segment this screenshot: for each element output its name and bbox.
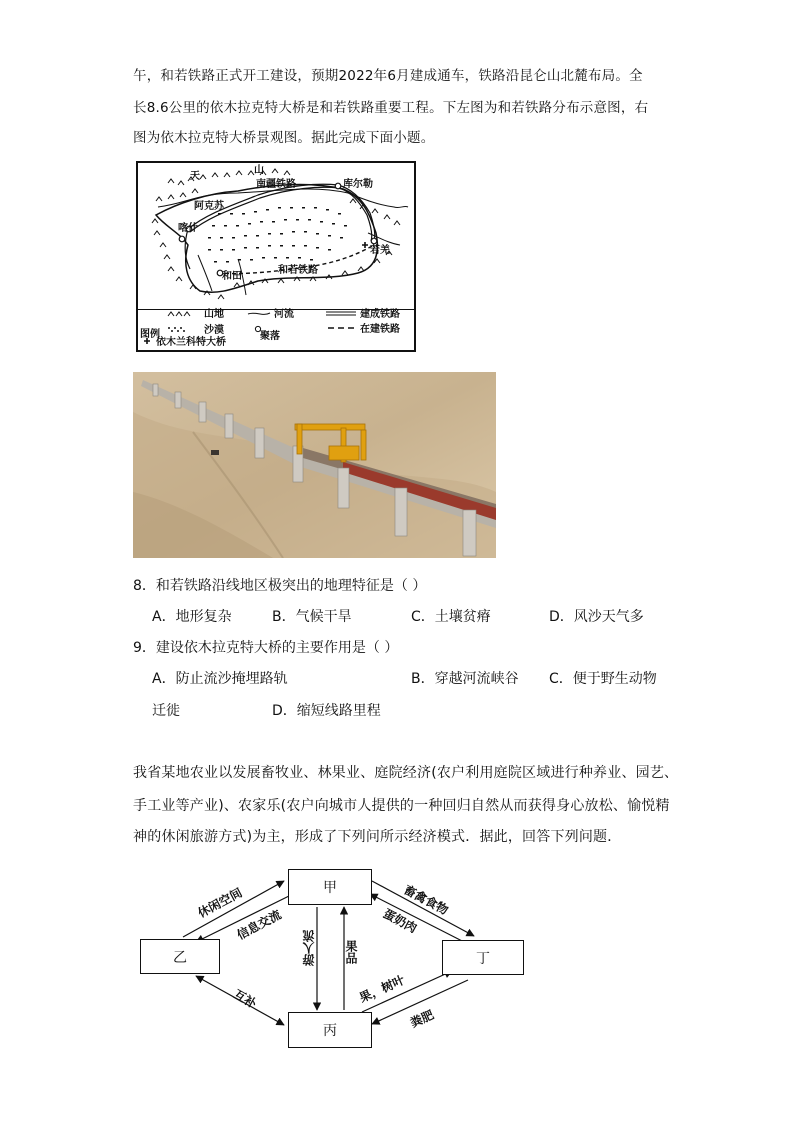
legend-building-railway: 在建铁路 <box>360 324 400 335</box>
q9-option-d[interactable]: D．缩短线路里程 <box>272 703 381 719</box>
label-heruo-railway: 和若铁路 <box>278 265 318 276</box>
legend-bridge: 依木兰科特大桥 <box>156 337 226 348</box>
q8-option-a[interactable]: A．地形复杂 <box>152 609 232 625</box>
label-livestock-food: 畜禽食物 <box>401 882 451 918</box>
label-fruit-products: 果品 <box>344 940 358 964</box>
legend-desert: 沙漠 <box>204 325 224 336</box>
legend-mountain: 山地 <box>204 309 224 320</box>
label-ruoqiang: 若羌 <box>370 245 390 256</box>
label-kashi: 喀什 <box>178 223 198 234</box>
q8-option-b[interactable]: B．气候干旱 <box>272 609 352 625</box>
label-info-exchange: 信息交流 <box>234 907 284 943</box>
label-hetian: 和田 <box>222 271 242 282</box>
legend-title: 图例 <box>140 329 160 340</box>
label-tourist-flow: 游人流 <box>302 930 316 966</box>
q9-option-c[interactable]: C．便于野生动物 <box>549 671 657 687</box>
intro-line-2: 长8.6公里的依木拉克特大桥是和若铁路重要工程。下左图为和若铁路分布示意图，右 <box>133 100 649 116</box>
intro-line-1: 午，和若铁路正式开工建设，预期2022年6月建成通车，铁路沿昆仑山北麓布局。全 <box>133 68 643 84</box>
passage-line-1: 我省某地农业以发展畜牧业、林果业、庭院经济(农户利用庭院区域进行种养业、园艺、 <box>133 765 679 781</box>
label-eggs-milk-meat: 蛋奶肉 <box>380 906 420 936</box>
legend-built-railway: 建成铁路 <box>360 309 400 320</box>
q9-option-b[interactable]: B．穿越河流峡谷 <box>411 671 519 687</box>
label-tian: 天 <box>190 171 200 182</box>
label-shan: 山 <box>254 165 264 176</box>
q8-option-c[interactable]: C．土壤贫瘠 <box>411 609 491 625</box>
question-9-stem: 9．建设依木拉克特大桥的主要作用是（ ） <box>133 640 399 656</box>
label-manure: 粪肥 <box>408 1007 436 1031</box>
passage-line-2: 手工业等产业)、农家乐(农户向城市人提供的一种回归自然从而获得身心放松、愉悦精 <box>133 798 670 814</box>
node-bing: 丙 <box>288 1012 372 1048</box>
legend-settlement: 聚落 <box>260 331 280 342</box>
label-nanjiang-railway: 南疆铁路 <box>256 179 296 190</box>
passage-line-3: 神的休闲旅游方式)为主，形成了下列问所示经济模式．据此，回答下列问题． <box>133 829 622 845</box>
node-jia: 甲 <box>288 869 372 905</box>
intro-line-3: 图为依木拉克特大桥景观图。据此完成下面小题。 <box>133 130 435 146</box>
question-8-stem: 8．和若铁路沿线地区极突出的地理特征是（ ） <box>133 578 427 594</box>
label-fruit-leaves: 果，树叶 <box>357 972 407 1006</box>
label-complement: 互补 <box>231 986 259 1012</box>
legend-river: 河流 <box>274 309 294 320</box>
q9-option-c-continued: 迁徙 <box>152 703 180 719</box>
q9-option-a[interactable]: A．防止流沙掩埋路轨 <box>152 671 288 687</box>
label-kuerle: 库尔勒 <box>343 179 373 190</box>
node-ding: 丁 <box>442 940 524 975</box>
q8-option-d[interactable]: D．风沙天气多 <box>549 609 644 625</box>
label-akesu: 阿克苏 <box>194 201 224 212</box>
label-leisure-space: 休闲空间 <box>195 885 245 921</box>
node-yi: 乙 <box>140 939 220 974</box>
